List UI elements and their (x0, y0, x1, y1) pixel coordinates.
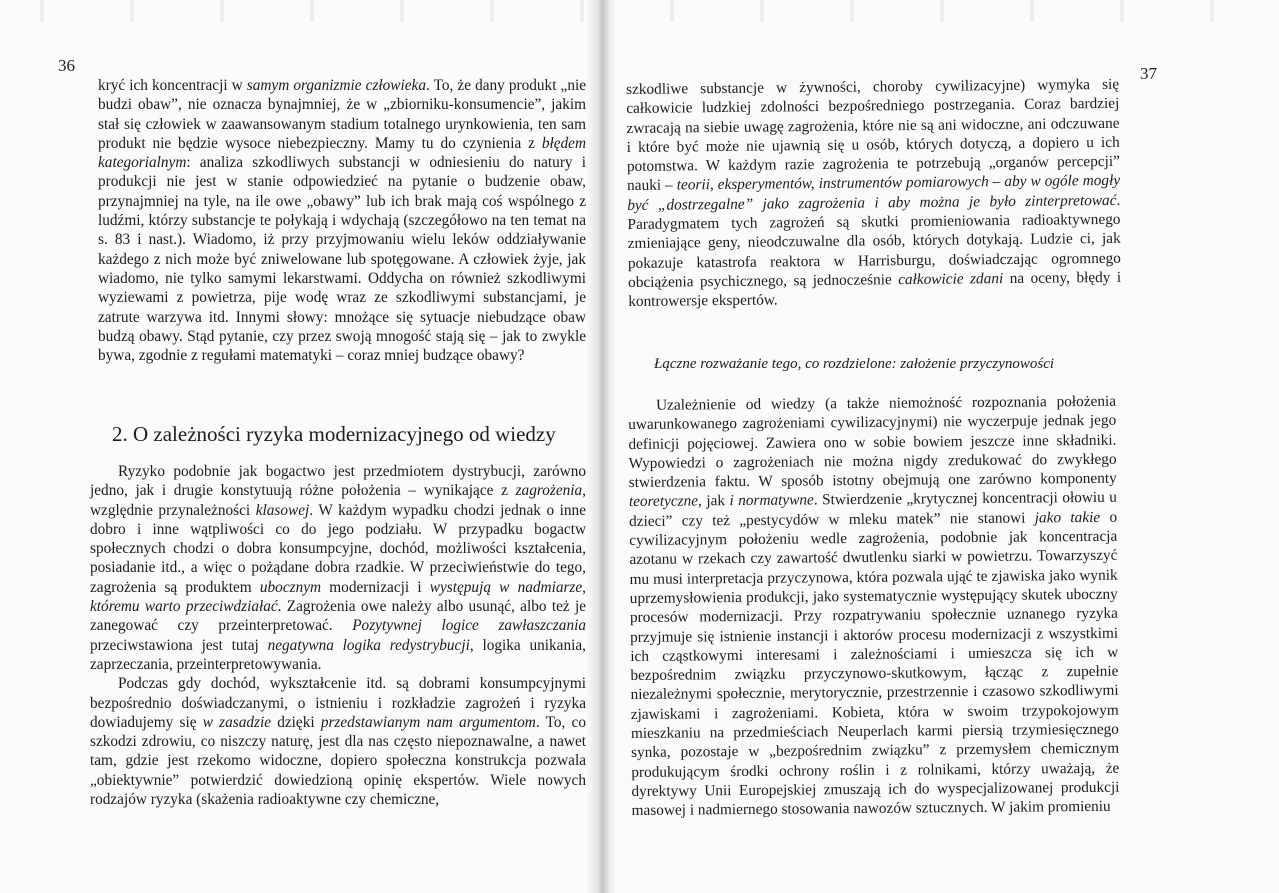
text-run: , jak (697, 492, 730, 510)
italic-text-run: Pozytywnej logice zawłaszczania (352, 617, 586, 635)
italic-text-run: przedstawianym nam argumentom (320, 713, 536, 731)
italic-text-run: negatywna logika redystrybucji (267, 636, 470, 654)
left-paragraphs-2-3 (90, 462, 586, 809)
text-run: . W każdym wypadku chodzi jednak o inne dobro i inne wątpliwości co do jego podziału. W przypadku bogactw społecznych chodzi o dobra konsumpcyjne, dochód, możliwości kształcenia, posiadanie itd., a więc o pożądane dobra rzadkie. W przeciwieństwie do tego, zagrożenia są produktem (90, 501, 586, 596)
italic-text-run: jako takie (1034, 508, 1101, 527)
text-run: , względnie przynależności (90, 482, 586, 519)
text-run: modernizacji i (321, 578, 430, 596)
text-run: Podczas gdy dochód, wykształcenie itd. są dobrami konsumpcyjnymi bezpośrednio doświadczanymi, o istnieniu i rozkładzie zagrożeń i ryzyka dowiadujemy się (90, 675, 586, 731)
italic-text-run: teoretyczne (628, 492, 699, 511)
italic-text-run: samym organizmie człowieka (246, 77, 426, 94)
text-run: , logika unikania, zaprzeczania, przeinterpretowywania. (90, 636, 586, 673)
right-page-number: 37 (1140, 64, 1157, 83)
text-run: o cywilizacyjnym położeniu wedle zagrożenia, podobnie jak koncentracja azotanu w rzekach czy zawartość dwutlenku siarki w powietrzu. Towarzyszyć mu musi interpretacja przyczynowa, która pozwala ująć te zjawiska jako wynik uprzemysłowienia produkcji, jako systematycznie występujący skutek uboczny procesów modernizacji. Przy rozpatrywaniu społecznie uznanego ryzyka przyjmuje się istnienie instancji i aktorów procesu modernizacji z wszystkimi ich cząstkowymi interesami i zależnościami i umieszcza się ich w bezpośrednim związku przyczynowo-skutkowym, łącząc z zupełnie niezależnymi społecznie, merytorycznie, przestrzennie i czasowo szkodliwymi zjawiskami i zagrożeniami. Kobieta, która w swoim trzypokojowym mieszkaniu na przedmieściach Neuperlach karmi piersią trzymiesięcznego synka, pozostaje w „bezpośrednim związku” z przemysłem chemicznym produkującym środki ochrony roślin i z rolnikami, którzy uważają, że dyrektywy Unii Europejskiej zmuszają ich do wyspecjalizowanej produkcji masowej i nadmiernego stosowania nawozów sztucznych. W jakim promieniu (629, 508, 1120, 820)
text-run: . To, że dany produkt „nie budzi obaw”, nie oznacza bynajmniej, że w „zbiorniku-konsumencie”, jakim stał się człowiek w zaawansowanym stadium totalnego urynkowienia, ten sam produkt nie będzie wysoce niebezpieczny. Mamy tu do czynienia z (98, 77, 587, 152)
italic-text-run: błędem kategorialnym (98, 134, 586, 172)
paragraph (626, 75, 1121, 312)
text-run: dzięki (271, 713, 321, 731)
text-run: . To, co szkodzi zdrowiu, co niszczy naturę, jest dla nas często niepoznawalne, a nawet tam, gdzie jest rzekomo widoczne, dopiero społeczna konstrukcja pozwala „obiektywnie” potwierdzić dowiedzioną opinię ekspertów. Wiele nowych rodzajów ryzyka (skażenia radioaktywne czy chemiczne, (90, 713, 586, 809)
paragraph (628, 392, 1120, 821)
book-gutter-shadow (586, 0, 616, 893)
italic-text-run: występują w nadmiarze, któremu warto przeciwdziałać (90, 578, 586, 616)
text-run: przeciwstawiona jest tutaj (90, 636, 268, 654)
italic-text-run: klasowej (255, 501, 310, 519)
italic-text-run: ubocznym (259, 578, 322, 596)
subsection-heading: Łączne rozważanie tego, co rozdzielone: założenie przyczynowości (654, 356, 1055, 372)
italic-text-run: zagrożenia (515, 482, 583, 500)
left-paragraph-1 (98, 76, 586, 365)
text-run: na oceny, błędy i kontrowersje ekspertów. (628, 268, 1122, 311)
text-run: szkodliwe substancje w żywności, choroby cywilizacyjne) wymyka się całkowicie ludzkiej zdolności bezpośredniego postrzegania. Coraz bardziej zwracają na siebie uwagę zagrożenia, które nie są ani widoczne, ani odczuwane i które być może nie ujawnią się u osób, których dotyczą, a dopiero u ich potomstwa. W każdym razie zagrożenia te potrzebują „organów percepcji” nauki – (626, 75, 1120, 195)
paragraph (90, 462, 586, 674)
text-run: : analiza szkodliwych substancji w odniesieniu do natury i produkcji nie jest w stanie odpowiedzieć na pytanie o budzenie obaw, przynajmniej na tyle, na ile owe „obawy” lub ich brak mają coś wspólnego z ludźmi, którzy substancje te połykają i wdychają (szczegółowo na ten temat na s. 83 i nast.). Wiadomo, iż przy przyjmowaniu wielu leków oddziaływanie każdego z nich może być zniwelowane lub spotęgowane. A człowiek żyje, jak wiadomo, nie tylko samymi lekarstwami. Oddycha on również szkodliwymi wyziewami z powietrza, pije wodę wraz ze szkodliwymi substancjami, je zatrute warzywa itd. Innymi słowy: mnożące się sytuacje niebudzące obaw budzą obawy. Stąd pytanie, czy przez swoją mnogość stają się – jak to zwykle bywa, zgodnie z regułami matematyki – coraz mniej budzące obawy? (98, 154, 586, 365)
right-paragraph-1 (626, 75, 1121, 312)
right-paragraph-2 (628, 392, 1120, 821)
text-run: Uzależnienie od wiedzy (a także niemożność rozpoznania położenia uwarunkowanego zagrożeniami cywilizacyjnymi) nie wyczerpuje jednak jego definicji pojęciowej. Zawiera ono w sobie bowiem jeszcze inne składniki. Wypowiedzi o zagrożeniach nie można nigdy zredukować do zwykłego stwierdzenia faktu. W sposób istotny obejmują one zarówno komponenty (628, 392, 1117, 492)
text-run: Ryzyko podobnie jak bogactwo jest przedmiotem dystrybucji, zarówno jedno, jak i drugie konstytuują różne położenia – wynikające z (90, 463, 586, 500)
text-run: . Zagrożenia owe należy albo usunąć, albo też je zanegować czy przeinterpretować. (90, 598, 586, 635)
italic-text-run: i normatywne (729, 491, 814, 510)
paragraph (90, 674, 586, 809)
text-run: . Stwierdzenie „krytycznej koncentracji ołowiu u dzieci” czy też „pestycydów w mleku matek” nie stanowi (629, 489, 1117, 530)
italic-text-run: całkowicie zdani (898, 270, 1004, 289)
text-run: . Paradygmatem tych zagrożeń są skutki promieniowania radioaktywnego zmieniające geny, nieodczuwalne dla osób, których dotykają. Ludzie ci, jak pokazuje katastrofa reaktora w Harrisburgu, doświadczając ogromnego obciążenia psychicznego, są jednocześnie (627, 191, 1121, 291)
text-run: kryć ich koncentracji w (98, 77, 247, 94)
italic-text-run: teorii, eksperymentów, instrumentów pomiarowych – aby w ogóle mogły być „dostrzegalne” jako zagrożenia i aby można je było zinterpretować (627, 172, 1121, 214)
paragraph (98, 76, 586, 365)
section-heading: 2. O zależności ryzyka modernizacyjnego od wiedzy (112, 422, 556, 446)
italic-text-run: w zasadzie (202, 713, 271, 731)
left-page-number: 36 (58, 56, 75, 75)
